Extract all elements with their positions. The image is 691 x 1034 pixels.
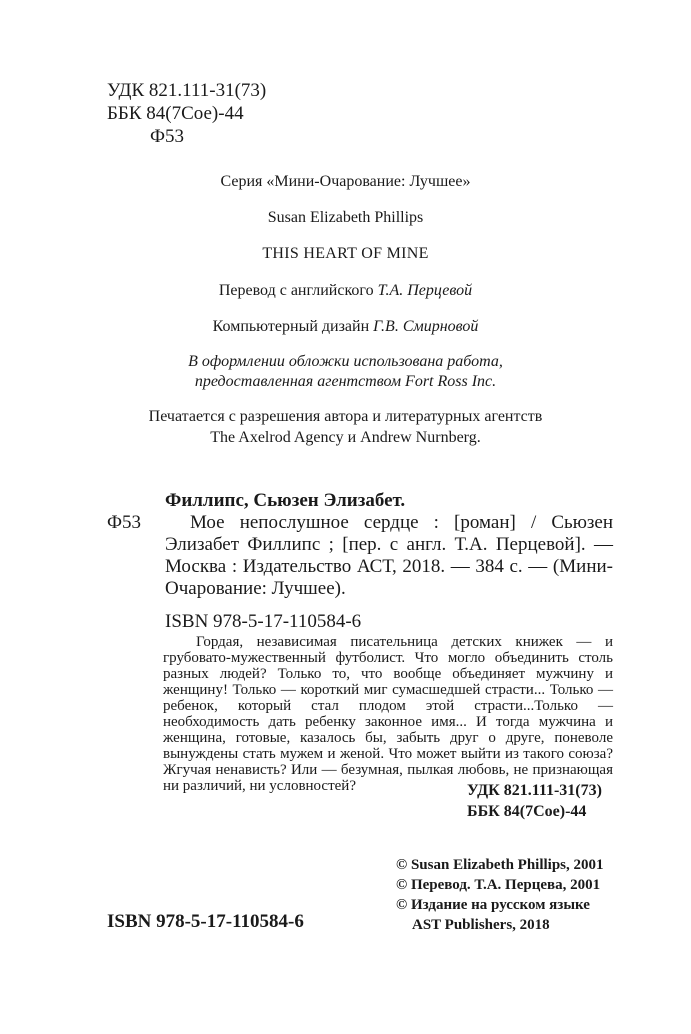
udk-code: УДК 821.111-31(73) xyxy=(467,782,602,799)
classification-bottom xyxy=(467,780,602,822)
bibliographic-record xyxy=(107,490,613,633)
rights-note-line: The Axelrod Agency и Andrew Nurnberg. xyxy=(210,429,481,446)
copyright-line: © Перевод. Т.А. Перцева, 2001 xyxy=(396,877,601,893)
bib-description: Мое непослушное сердце : [роман] / Сьюзен Элизабет Филлипс ; [пер. с англ. Т.А. Перцевой]. — Москва : Издательство АСТ, 2018. — 384 с. — (Мини-Очарование: Лучшее). xyxy=(165,512,613,599)
isbn-bottom: ISBN 978-5-17-110584-6 xyxy=(107,911,304,932)
udk-code: УДК 821.111-31(73) xyxy=(107,80,267,101)
design-credit xyxy=(0,318,691,336)
abstract-paragraph: Гордая, независимая писательница детских книжек — и грубовато-мужественный футболист. Что могло объединить столь разных людей? Только то, что вообще объединяет мужчину и женщину! Только — короткий миг сумасшедшей страсти... Только — ребенок, который стал плодом этой страсти...Только — необходимость дать ребенку законное имя... И тогда мужчина и женщина, готовые, казалось бы, забыть друг о друге, поневоле вынуждены стать мужем и женой. Что может выйти из такого союза? Жгучая ненависть? Или — безумная, пылкая любовь, не признающая ни различий, ни условностей? xyxy=(163,634,613,794)
bbk-code: ББК 84(7Сое)-44 xyxy=(107,103,244,124)
translation-credit xyxy=(0,282,691,300)
bbk-code: ББК 84(7Сое)-44 xyxy=(467,803,587,820)
series-line: Серия «Мини-Очарование: Лучшее» xyxy=(220,173,471,190)
copyright-block xyxy=(396,855,604,935)
designer-name: Г.В. Смирновой xyxy=(373,318,479,335)
author-sign: Ф53 xyxy=(150,126,185,147)
bib-isbn: ISBN 978-5-17-110584-6 xyxy=(165,611,362,632)
bib-author-sign: Ф53 xyxy=(107,512,142,533)
translator-name: Т.А. Перцевой xyxy=(377,282,473,299)
original-title: THIS HEART OF MINE xyxy=(262,245,429,262)
cover-note-line: В оформлении обложки использована работа, xyxy=(188,353,503,370)
cover-note xyxy=(0,352,691,392)
rights-note-line: Печатается с разрешения автора и литературных агентств xyxy=(148,408,543,425)
original-author: Susan Elizabeth Phillips xyxy=(267,209,424,226)
copyright-line: © Susan Elizabeth Phillips, 2001 xyxy=(396,857,604,873)
bib-heading: Филлипс, Сьюзен Элизабет. xyxy=(165,490,406,511)
rights-note xyxy=(0,406,691,448)
copyright-line: AST Publishers, 2018 xyxy=(412,917,550,933)
translation-label: Перевод с английского xyxy=(218,282,378,299)
classification-top xyxy=(107,79,266,148)
design-label: Компьютерный дизайн xyxy=(212,318,374,335)
copyright-line: © Издание на русском языке xyxy=(396,897,590,913)
cover-note-line: предоставленная агентством Fort Ross Inc. xyxy=(194,373,497,390)
